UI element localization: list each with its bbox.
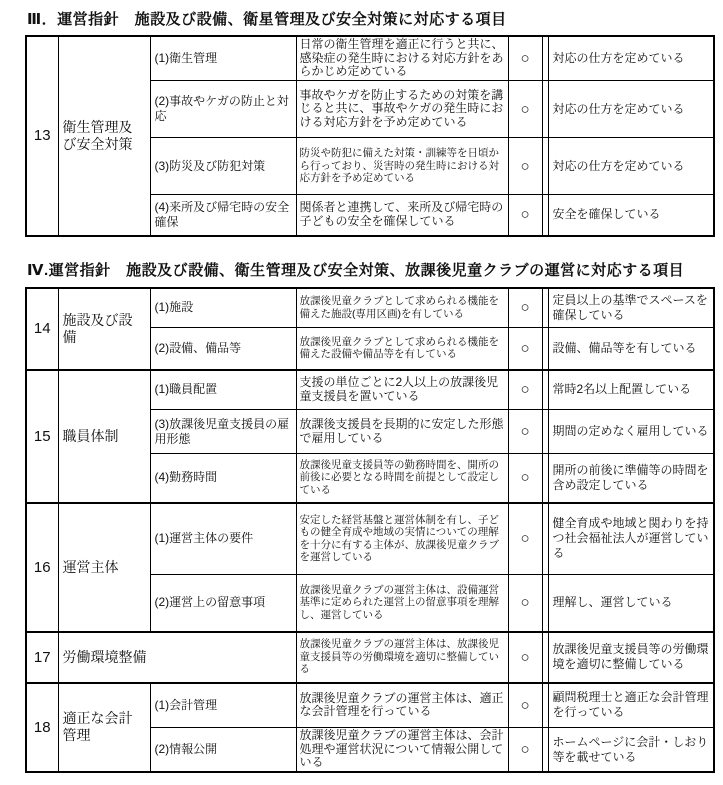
item-cell: (4)勤務時間 xyxy=(150,454,296,503)
item-cell: (3)防災及び防犯対策 xyxy=(150,138,296,195)
item-cell: (4)来所及び帰宅時の安全確保 xyxy=(150,195,296,236)
item-cell: (3)放課後児童支援員の雇用形態 xyxy=(150,410,296,454)
check-mark-cell: ○ xyxy=(508,728,542,773)
check-mark-cell: ○ xyxy=(508,683,542,728)
group-number-cell: 16 xyxy=(26,503,58,632)
category-cell: 運営主体 xyxy=(58,503,150,632)
comment-cell: 健全育成や地域と関わりを持つ社会福祉法人が運営している xyxy=(548,503,714,575)
item-cell: (2)事故やケガの防止と対応 xyxy=(150,81,296,138)
group-number-cell: 17 xyxy=(26,632,58,683)
description-cell: 放課後支援員を長期的に安定した形態で雇用している xyxy=(296,410,508,454)
table-row xyxy=(26,370,714,410)
comment-cell: 理解し、運営している xyxy=(548,575,714,632)
item-cell: (2)情報公開 xyxy=(150,728,296,773)
comment-cell: 対応の仕方を定めている xyxy=(548,36,714,81)
check-mark-cell: ○ xyxy=(508,81,542,138)
description-cell: 事故やケガを防止するための対策を講じると共に、事故やケガの発生時における対応方針を予め定めている xyxy=(296,81,508,138)
category-cell: 労働環境整備 xyxy=(58,632,296,683)
description-cell: 放課後児童クラブの運営主体は、適正な会計管理を行っている xyxy=(296,683,508,728)
comment-cell: 定員以上の基準でスペースを確保している xyxy=(548,288,714,328)
item-cell: (1)衛生管理 xyxy=(150,36,296,81)
check-mark-cell: ○ xyxy=(508,36,542,81)
table-row xyxy=(26,683,714,728)
item-cell: (2)運営上の留意事項 xyxy=(150,575,296,632)
item-cell: (1)施設 xyxy=(150,288,296,328)
check-mark-cell: ○ xyxy=(508,328,542,370)
comment-cell: 設備、備品等を有している xyxy=(548,328,714,370)
item-cell: (1)会計管理 xyxy=(150,683,296,728)
table-row xyxy=(26,36,714,81)
comment-cell: 開所の前後に準備等の時間を含め設定している xyxy=(548,454,714,503)
check-mark-cell: ○ xyxy=(508,370,542,410)
description-cell: 放課後児童クラブの運営主体は、放課後児童支援員等の労働環境を適切に整備している xyxy=(296,632,508,683)
comment-cell: 常時2名以上配置している xyxy=(548,370,714,410)
comment-cell: 放課後児童支援員等の労働環境を適切に整備している xyxy=(548,632,714,683)
section4-table xyxy=(25,287,715,774)
description-cell: 防災や防犯に備えた対策・訓練等を日頃から行っており、災害時の発生時における対応方針を予め定めている xyxy=(296,138,508,195)
table-row xyxy=(26,288,714,328)
description-cell: 安定した経営基盤と運営体制を有し、子どもの健全育成や地域の実情についての理解を十分に有する主体が、放課後児童クラブを運営している xyxy=(296,503,508,575)
category-cell: 職員体制 xyxy=(58,370,150,503)
group-number-cell: 18 xyxy=(26,683,58,773)
item-cell: (1)運営主体の要件 xyxy=(150,503,296,575)
description-cell: 放課後児童クラブとして求められる機能を備えた施設(専用区画)を有している xyxy=(296,288,508,328)
comment-cell: 対応の仕方を定めている xyxy=(548,81,714,138)
description-cell: 支援の単位ごとに2人以上の放課後児童支援員を置いている xyxy=(296,370,508,410)
comment-cell: ホームページに会計・しおり等を載せている xyxy=(548,728,714,773)
check-mark-cell: ○ xyxy=(508,632,542,683)
category-cell: 施設及び設備 xyxy=(58,288,150,370)
check-mark-cell: ○ xyxy=(508,410,542,454)
description-cell: 放課後児童支援員等の勤務時間を、開所の前後に必要となる時間を前提として設定している xyxy=(296,454,508,503)
description-cell: 日常の衛生管理を適正に行うと共に、感染症の発生時における対応方針をあらかじめ定めている xyxy=(296,36,508,81)
check-mark-cell: ○ xyxy=(508,288,542,328)
group-number-cell: 13 xyxy=(26,36,58,236)
comment-cell: 安全を確保している xyxy=(548,195,714,236)
category-cell: 適正な会計管理 xyxy=(58,683,150,773)
table-row xyxy=(26,632,714,683)
item-cell: (2)設備、備品等 xyxy=(150,328,296,370)
check-mark-cell: ○ xyxy=(508,503,542,575)
group-number-cell: 14 xyxy=(26,288,58,370)
comment-cell: 顧問税理士と適正な会計管理を行っている xyxy=(548,683,714,728)
check-mark-cell: ○ xyxy=(508,195,542,236)
check-mark-cell: ○ xyxy=(508,138,542,195)
comment-cell: 対応の仕方を定めている xyxy=(548,138,714,195)
group-number-cell: 15 xyxy=(26,370,58,503)
section4-title: Ⅳ.運営指針 施設及び設備、衛生管理及び安全対策、放課後児童クラブの運営に対応する項目 xyxy=(27,261,685,279)
category-cell: 衛生管理及び安全対策 xyxy=(58,36,150,236)
comment-cell: 期間の定めなく雇用している xyxy=(548,410,714,454)
description-cell: 放課後児童クラブの運営主体は、会計処理や運営状況について情報公開している xyxy=(296,728,508,773)
description-cell: 放課後児童クラブとして求められる機能を備えた設備や備品等を有している xyxy=(296,328,508,370)
section3-table xyxy=(25,35,715,237)
item-cell: (1)職員配置 xyxy=(150,370,296,410)
table-row xyxy=(26,503,714,575)
check-mark-cell: ○ xyxy=(508,454,542,503)
description-cell: 関係者と連携して、来所及び帰宅時の子どもの安全を確保している xyxy=(296,195,508,236)
section3-title: Ⅲ．運営指針 施設及び設備、衛星管理及び安全対策に対応する項目 xyxy=(27,11,507,28)
description-cell: 放課後児童クラブの運営主体は、設備運営基準に定められた運営上の留意事項を理解し、運営している xyxy=(296,575,508,632)
check-mark-cell: ○ xyxy=(508,575,542,632)
